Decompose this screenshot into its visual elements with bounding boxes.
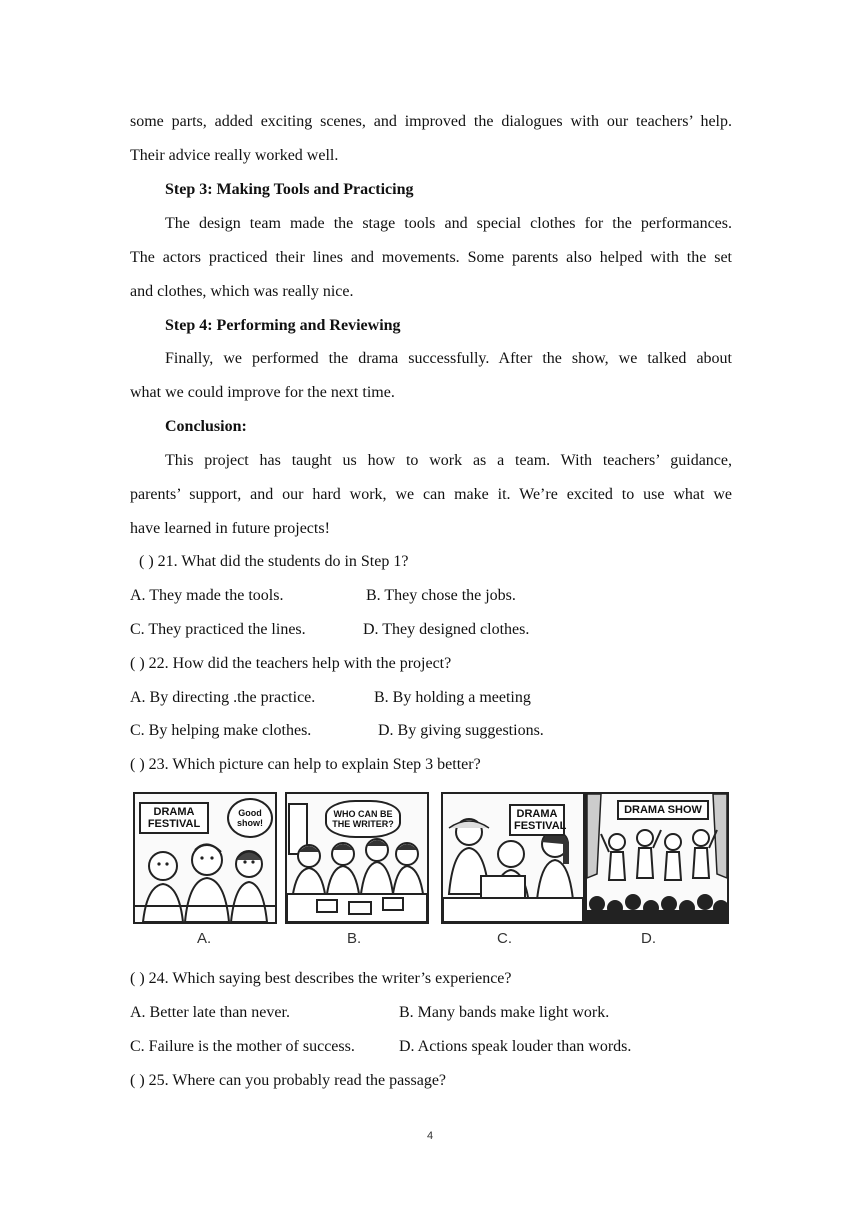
picture-a[interactable] <box>133 792 277 924</box>
step4-heading: Step 4: Performing and Reviewing <box>165 317 401 334</box>
q21-option-b[interactable]: B. They chose the jobs. <box>366 587 516 604</box>
picture-b-label: B. <box>347 930 362 947</box>
question-25-stem: ( ) 25. Where can you probably read the passage? <box>130 1072 447 1089</box>
step3-heading: Step 3: Making Tools and Practicing <box>165 181 414 198</box>
picture-a-label: A. <box>197 930 212 947</box>
passage-line: some parts, added exciting scenes, and improved the dialogues with our teachers’ help. <box>130 113 732 130</box>
q24-option-d[interactable]: D. Actions speak louder than words. <box>399 1038 632 1055</box>
passage-line: Finally, we performed the drama successfully. After the show, we talked about <box>165 350 732 367</box>
question-21-stem: ( ) 21. What did the students do in Step 1? <box>139 553 409 570</box>
drama-show-sign: DRAMA SHOW <box>617 800 709 820</box>
passage-line: This project has taught us how to work as a team. With teachers’ guidance, <box>165 452 732 469</box>
conclusion-heading: Conclusion: <box>165 418 247 435</box>
question-23-stem: ( ) 23. Which picture can help to explain Step 3 better? <box>130 756 481 773</box>
picture-c[interactable] <box>441 792 585 924</box>
q23-picture-options <box>133 792 729 952</box>
speech-bubble: WHO CAN BE THE WRITER? <box>325 800 401 838</box>
q24-option-a[interactable]: A. Better late than never. <box>130 1004 290 1021</box>
passage-line: parents’ support, and our hard work, we can make it. We’re excited to use what we <box>130 486 732 503</box>
q21-option-c[interactable]: C. They practiced the lines. <box>130 621 306 638</box>
passage-line: have learned in future projects! <box>130 520 330 537</box>
drama-festival-sign: DRAMA FESTIVAL <box>139 802 209 834</box>
speech-bubble: Good show! <box>227 798 273 838</box>
picture-d[interactable] <box>585 792 729 924</box>
passage-line: Their advice really worked well. <box>130 147 339 164</box>
q22-option-b[interactable]: B. By holding a meeting <box>374 689 531 706</box>
passage-line: what we could improve for the next time. <box>130 384 395 401</box>
picture-c-label: C. <box>497 930 512 947</box>
passage-line: The actors practiced their lines and movements. Some parents also helped with the set <box>130 249 732 266</box>
question-24-stem: ( ) 24. Which saying best describes the writer’s experience? <box>130 970 512 987</box>
picture-b[interactable] <box>285 792 429 924</box>
passage-line: and clothes, which was really nice. <box>130 283 354 300</box>
q21-option-a[interactable]: A. They made the tools. <box>130 587 284 604</box>
q24-option-c[interactable]: C. Failure is the mother of success. <box>130 1038 355 1055</box>
q22-option-c[interactable]: C. By helping make clothes. <box>130 722 312 739</box>
question-22-stem: ( ) 22. How did the teachers help with the project? <box>130 655 452 672</box>
q22-option-d[interactable]: D. By giving suggestions. <box>378 722 544 739</box>
q24-option-b[interactable]: B. Many bands make light work. <box>399 1004 610 1021</box>
q22-option-a[interactable]: A. By directing .the practice. <box>130 689 316 706</box>
passage-line: The design team made the stage tools and special clothes for the performances. <box>165 215 732 232</box>
page-number: 4 <box>426 1130 434 1142</box>
drama-festival-sign: DRAMA FESTIVAL <box>509 804 565 836</box>
picture-d-label: D. <box>641 930 656 947</box>
q21-option-d[interactable]: D. They designed clothes. <box>363 621 530 638</box>
